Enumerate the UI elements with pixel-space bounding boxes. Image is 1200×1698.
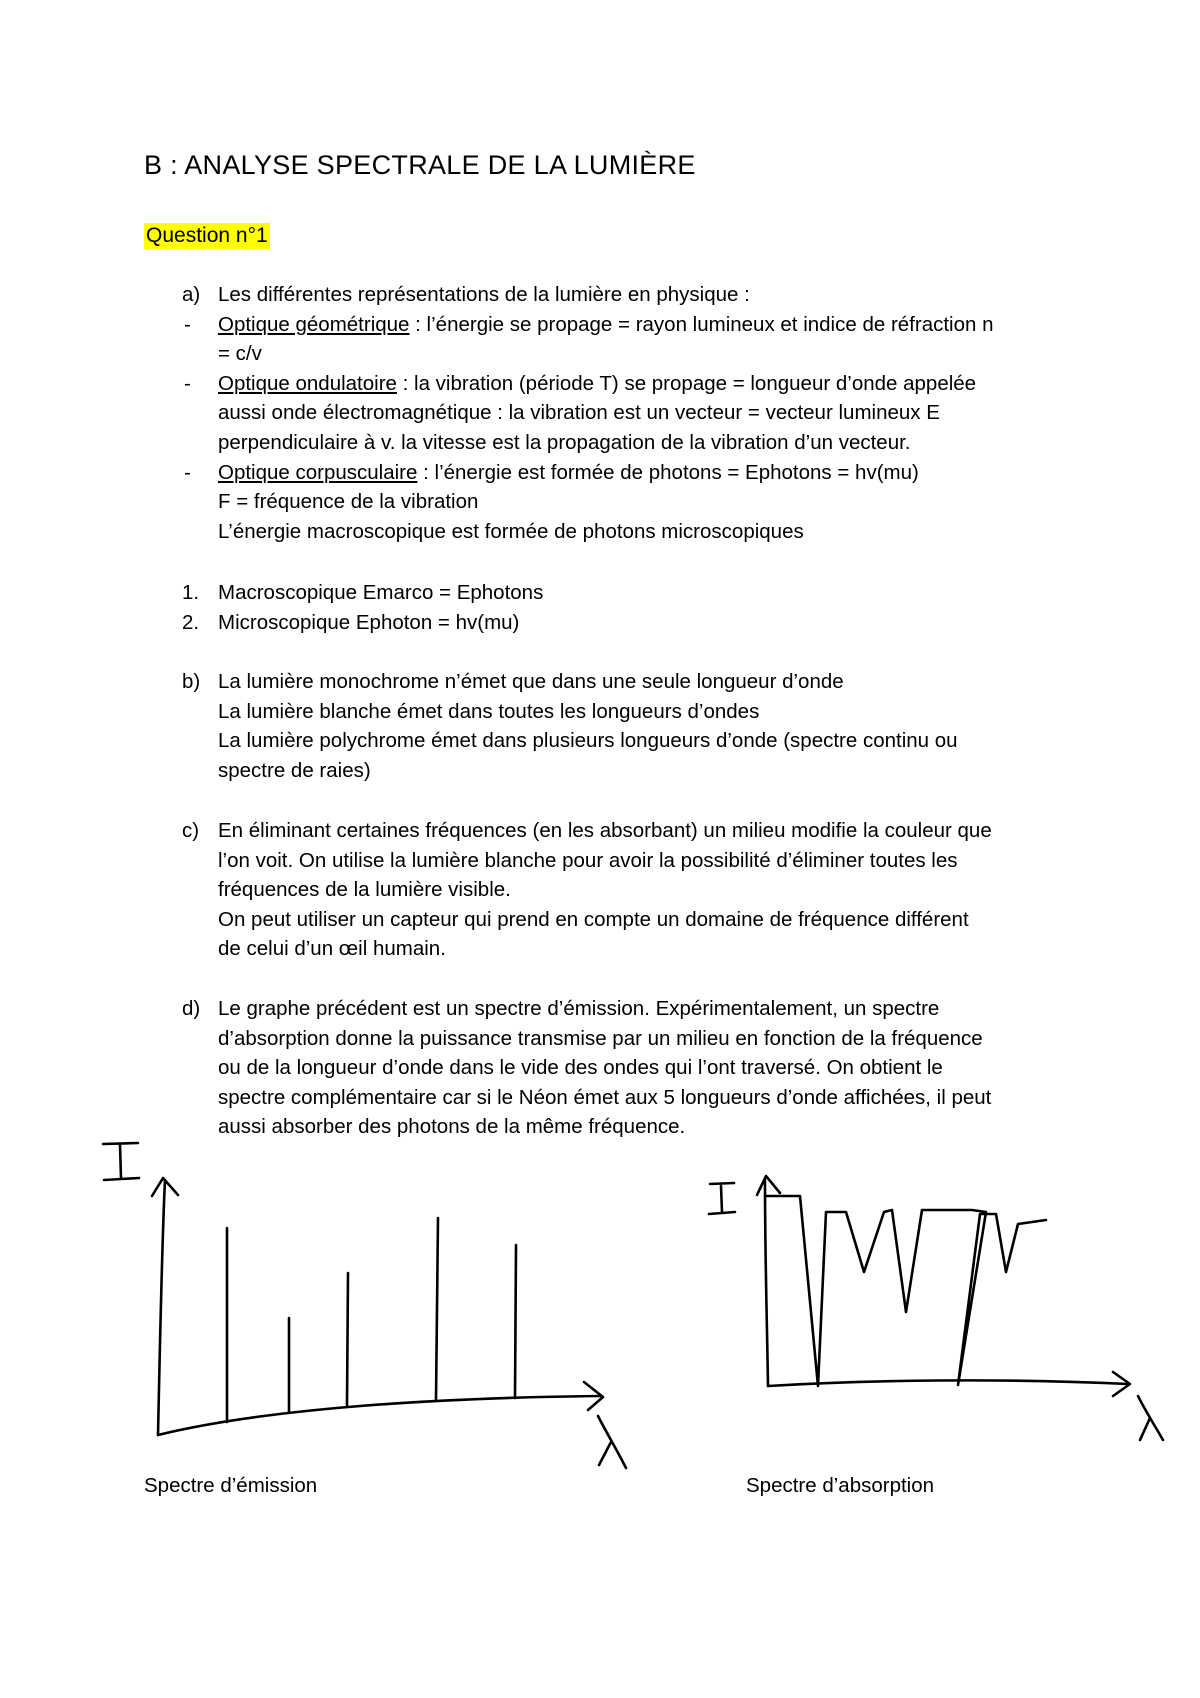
absorption-caption: Spectre d’absorption bbox=[746, 1474, 935, 1497]
emission-y-axis bbox=[152, 1178, 178, 1435]
bullet-term: Optique corpusculaire bbox=[218, 460, 418, 484]
numbered-marker: 1. bbox=[182, 581, 200, 604]
bullet-continuation: F = fréquence de la vibration bbox=[218, 490, 479, 514]
bullet-dash: - bbox=[184, 312, 191, 336]
emission-line bbox=[515, 1245, 516, 1398]
section-d-marker: d) bbox=[182, 997, 201, 1020]
section-d-text: Le graphe précédent est un spectre d’émission. Expérimentalement, un spectre bbox=[218, 997, 940, 1020]
section-d-line: d’absorption donne la puissance transmise par un milieu en fonction de la fréquence bbox=[218, 1026, 983, 1050]
bullet-dash: - bbox=[184, 371, 191, 395]
numbered-marker: 2. bbox=[182, 610, 200, 634]
numbered-text: Microscopique Ephoton = hv(mu) bbox=[218, 610, 520, 634]
bullet-continuation: = c/v bbox=[218, 342, 262, 366]
bullet-text: : la vibration (période T) se propage = longueur d’onde appelée bbox=[396, 371, 977, 395]
section-b-marker: b) bbox=[182, 670, 201, 693]
absorption-sketch bbox=[709, 1176, 1163, 1440]
numbered-text: Macroscopique Emarco = Ephotons bbox=[218, 581, 544, 604]
absorption-x-axis bbox=[768, 1372, 1130, 1396]
emission-x-axis bbox=[158, 1382, 603, 1435]
absorption-spectrum-curve bbox=[765, 1196, 1046, 1386]
lambda-symbol bbox=[1138, 1396, 1163, 1440]
emission-line bbox=[347, 1273, 348, 1405]
bullet-term: Optique ondulatoire bbox=[218, 371, 397, 395]
section-b-line: La lumière polychrome émet dans plusieurs longueurs d’onde (spectre continu ou bbox=[218, 729, 958, 753]
absorption-y-axis bbox=[757, 1176, 780, 1386]
bullet-dash: - bbox=[184, 460, 191, 484]
question-heading: Question n°1 bbox=[146, 224, 268, 247]
bullet-term: Optique géométrique bbox=[218, 312, 410, 336]
lambda-symbol bbox=[598, 1416, 626, 1468]
section-d-line: spectre complémentaire car si le Néon émet aux 5 longueurs d’onde affichées, il peut bbox=[218, 1085, 992, 1109]
emission-line bbox=[436, 1218, 438, 1400]
bullet-continuation: perpendiculaire à v. la vitesse est la propagation de la vibration d’un vecteur. bbox=[218, 430, 911, 454]
section-c-line: de celui d’un œil humain. bbox=[218, 937, 446, 961]
bullet-text: : l’énergie se propage = rayon lumineux et indice de réfraction n bbox=[409, 312, 994, 336]
section-a-marker: a) bbox=[182, 283, 201, 306]
emission-intensity-symbol bbox=[103, 1143, 139, 1180]
section-b-line: spectre de raies) bbox=[218, 758, 371, 782]
section-a-intro-text: Les différentes représentations de la lumière en physique : bbox=[218, 283, 750, 306]
section-c-line: fréquences de la lumière visible. bbox=[218, 878, 511, 902]
section-d-line: aussi absorber des photons de la même fréquence. bbox=[218, 1115, 686, 1139]
bullet-continuation: L’énergie macroscopique est formée de photons microscopiques bbox=[218, 519, 804, 543]
section-c-line: On peut utiliser un capteur qui prend en compte un domaine de fréquence différent bbox=[218, 907, 969, 931]
absorption-intensity-symbol bbox=[709, 1183, 735, 1214]
bullet-text: : l’énergie est formée de photons = Ephotons = hv(mu) bbox=[417, 460, 919, 484]
section-b-line: La lumière blanche émet dans toutes les longueurs d’ondes bbox=[218, 699, 760, 723]
page-title: B : ANALYSE SPECTRALE DE LA LUMIÈRE bbox=[144, 150, 696, 180]
emission-caption: Spectre d’émission bbox=[144, 1474, 318, 1497]
section-c-line: l’on voit. On utilise la lumière blanche pour avoir la possibilité d’éliminer toutes les bbox=[218, 848, 958, 872]
section-b-text: La lumière monochrome n’émet que dans une seule longueur d’onde bbox=[218, 670, 844, 693]
bullet-continuation: aussi onde électromagnétique : la vibration est un vecteur = vecteur lumineux E bbox=[218, 401, 940, 425]
emission-sketch bbox=[103, 1143, 626, 1468]
section-c-marker: c) bbox=[182, 819, 200, 842]
section-c-text: En éliminant certaines fréquences (en les absorbant) un milieu modifie la couleur que bbox=[218, 819, 992, 842]
section-d-line: ou de la longueur d’onde dans le vide des ondes qui l’ont traversé. On obtient le bbox=[218, 1056, 943, 1080]
